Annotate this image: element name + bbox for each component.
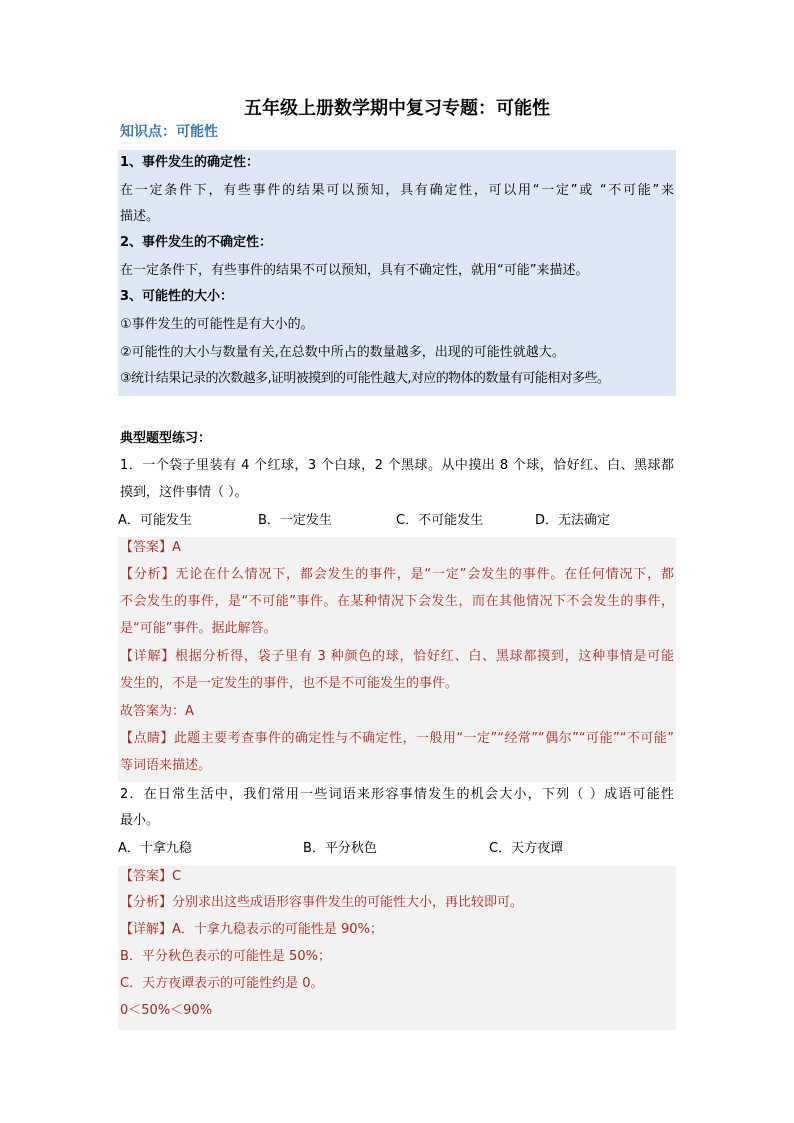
detail-text: 发生的，不是一定发生的事件，也不是不可能发生的事件。 (120, 676, 459, 691)
practice-heading: 典型题型练习： (120, 431, 212, 446)
detail-text: 0＜50%＜90% (120, 1003, 213, 1018)
answer-label: 【答案】A (120, 540, 181, 555)
comment-text: 【点睛】此题主要考查事件的确定性与不确定性，一般用“一定”“经常”“偶尔”“可能”“不可能” (120, 731, 674, 746)
knowledge-line: ②可能性的大小与数量有关,在总数中所占的数量越多，出现的可能性就越大。 (120, 345, 565, 360)
question-2-stem: 2．在日常生活中，我们常用一些词语来形容事情发生的机会大小，下列（ ）成语可能性 (120, 787, 674, 802)
document-title: 五年级上册数学期中复习专题：可能性 (244, 98, 550, 119)
question-2-answer-box (118, 866, 676, 1030)
detail-text: C．天方夜谭表示的可能性约是 0。 (120, 976, 324, 991)
question-2-option-b: B．平分秋色 (303, 841, 377, 856)
question-1-stem: 摸到，这件事情（ ）。 (120, 485, 248, 500)
analysis-text: 不会发生的事件，是“不可能”事件。在某种情况下会发生，而在其他情况下不会发生的事件， (120, 594, 674, 609)
question-2-option-a: A．十拿九稳 (118, 841, 192, 856)
final-answer: 故答案为：A (120, 704, 194, 719)
knowledge-line: ③统计结果记录的次数越多,证明被摸到的可能性越大,对应的物体的数量有可能相对多些。 (120, 371, 610, 386)
question-1-option-a: A．可能发生 (118, 513, 192, 528)
knowledge-line: 在一定条件下，有些事件的结果不可以预知，具有不确定性，就用“可能”来描述。 (120, 263, 589, 278)
question-1-option-c: C．不可能发生 (396, 513, 484, 528)
question-2-option-c: C．天方夜谭 (489, 841, 564, 856)
question-1-option-d: D．无法确定 (535, 513, 611, 528)
knowledge-box (118, 150, 676, 396)
comment-text: 等词语来描述。 (120, 758, 212, 773)
knowledge-line: 在一定条件下，有些事件的结果可以预知，具有确定性，可以用“一定”或 “不可能”来 (120, 183, 674, 198)
question-1-answer-box (118, 537, 676, 782)
knowledge-line: 2、事件发生的不确定性： (120, 235, 273, 250)
answer-label: 【答案】C (120, 869, 182, 884)
detail-text: B．平分秋色表示的可能性是 50%； (120, 949, 331, 964)
question-2-stem: 最小。 (120, 813, 160, 828)
detail-text: 【详解】根据分析得，袋子里有 3 种颜色的球，恰好红、白、黑球都摸到，这种事情是可能 (120, 649, 674, 664)
analysis-text: 是“可能”事件。据此解答。 (120, 621, 277, 636)
analysis-text: 【分析】无论在什么情况下，都会发生的事件，是“一定”会发生的事件。在任何情况下，都 (120, 567, 674, 582)
knowledge-line: 1、事件发生的确定性： (120, 155, 260, 170)
knowledge-line: 描述。 (120, 209, 160, 224)
knowledge-line: 3、可能性的大小： (120, 289, 234, 304)
detail-text: 【详解】A．十拿九稳表示的可能性是 90%； (120, 922, 383, 937)
knowledge-line: ①事件发生的可能性是有大小的。 (120, 317, 314, 332)
knowledge-heading: 知识点：可能性 (120, 124, 218, 140)
question-1-option-b: B．一定发生 (258, 513, 332, 528)
analysis-text: 【分析】分别求出这些成语形容事件发生的可能性大小，再比较即可。 (120, 895, 524, 910)
question-1-stem: 1．一个袋子里装有 4 个红球，3 个白球，2 个黑球。从中摸出 8 个球，恰好红、白、黑球都 (120, 458, 674, 473)
